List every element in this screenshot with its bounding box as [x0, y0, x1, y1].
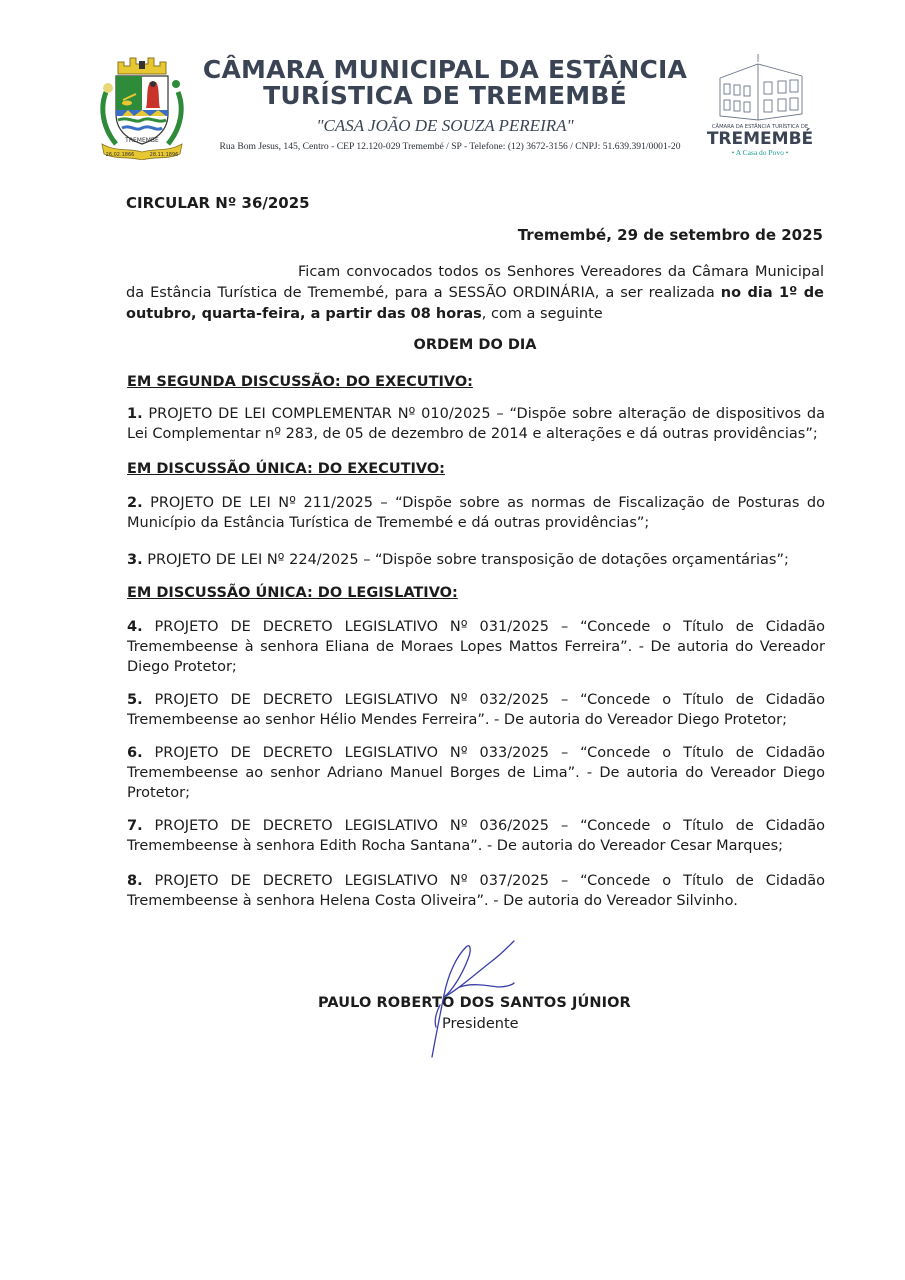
handwritten-signature-icon	[400, 935, 540, 1065]
agenda-item	[127, 550, 825, 570]
agenda-item	[127, 743, 825, 803]
logo-tagline: • A Casa do Povo •	[731, 148, 789, 157]
item-number: 3.	[127, 552, 143, 568]
signatory-name: PAULO ROBERTO DOS SANTOS JÚNIOR	[318, 995, 631, 1011]
ordem-do-dia-heading: ORDEM DO DIA	[413, 337, 537, 353]
agenda-item	[127, 871, 825, 911]
item-number: 7.	[127, 818, 143, 834]
agenda-item	[127, 493, 825, 533]
logo-big-text: TREMEMBÉ	[706, 129, 814, 149]
circular-number: CIRCULAR Nº 36/2025	[126, 194, 310, 212]
agenda-item	[127, 816, 825, 856]
header-motto: "CASA JOÃO DE SOUZA PEREIRA"	[316, 116, 574, 135]
crest-date-left: 26.02.1866	[105, 152, 135, 158]
item-text: PROJETO DE LEI COMPLEMENTAR Nº 010/2025 – “Dispõe sobre alteração de dispositivos da Lei Complementar nº 283, de 05 de dezembro de 2014 e alterações e dá outras providências”;	[127, 406, 825, 442]
agenda-item	[127, 690, 825, 730]
document-date: Tremembé, 29 de setembro de 2025	[517, 226, 823, 244]
intro-text-1: Ficam convocados todos os Senhores Vereadores da Câmara Municipal da Estância Turística de Tremembé, para a SESSÃO ORDINÁRIA, a ser realizada	[126, 264, 824, 301]
section-heading-discussao-unica-legislativo: EM DISCUSSÃO ÚNICA: DO LEGISLATIVO:	[127, 585, 458, 601]
item-text: PROJETO DE DECRETO LEGISLATIVO Nº 032/2025 – “Concede o Título de Cidadão Tremembeense ao senhor Hélio Mendes Ferreira”. - De autoria do Vereador Diego Protetor;	[127, 692, 825, 728]
item-text: PROJETO DE DECRETO LEGISLATIVO Nº 037/2025 – “Concede o Título de Cidadão Tremembeense à senhora Helena Costa Oliveira”. - De autoria do Vereador Silvinho.	[127, 873, 825, 909]
section-heading-segunda-discussao-executivo: EM SEGUNDA DISCUSSÃO: DO EXECUTIVO:	[127, 374, 473, 390]
intro-bold-date: no dia 1º de outubro, quarta-feira, a partir das 08 horas	[126, 285, 824, 322]
item-number: 8.	[127, 873, 143, 889]
building-facade-icon	[706, 48, 814, 160]
agenda-item	[127, 617, 825, 677]
section-heading-discussao-unica-executivo: EM DISCUSSÃO ÚNICA: DO EXECUTIVO:	[127, 461, 445, 477]
municipal-coat-of-arms-icon	[96, 52, 188, 160]
item-text: PROJETO DE DECRETO LEGISLATIVO Nº 031/2025 – “Concede o Título de Cidadão Tremembeense à senhora Eliana de Moraes Lopes Mattos Ferreira”. - De autoria do Vereador Diego Protetor;	[127, 619, 825, 675]
item-number: 5.	[127, 692, 143, 708]
item-text: PROJETO DE DECRETO LEGISLATIVO Nº 036/2025 – “Concede o Título de Cidadão Tremembeense à senhora Edith Rocha Santana”. - De autoria do Vereador Cesar Marques;	[127, 818, 825, 854]
convocation-paragraph	[126, 262, 824, 325]
agenda-item	[127, 404, 825, 444]
logo-small-text: CÂMARA DA ESTÂNCIA TURÍSTICA DE	[711, 124, 809, 130]
camara-logo	[706, 48, 814, 160]
item-number: 2.	[127, 495, 143, 511]
signatory-role: Presidente	[442, 1016, 519, 1032]
crest-date-right: 28.11.1896	[149, 152, 179, 158]
header-title-line2: TURÍSTICA DE TREMEMBÉ	[263, 81, 627, 110]
item-text: PROJETO DE LEI Nº 211/2025 – “Dispõe sobre as normas de Fiscalização de Posturas do Município da Estância Turística de Tremembé e dá outras providências”;	[127, 495, 825, 531]
item-number: 1.	[127, 406, 143, 422]
item-text: PROJETO DE LEI Nº 224/2025 – “Dispõe sobre transposição de dotações orçamentárias”;	[142, 552, 789, 568]
intro-text-2: , com a seguinte	[481, 306, 603, 322]
item-number: 4.	[127, 619, 143, 635]
header-address: Rua Bom Jesus, 145, Centro - CEP 12.120-029 Tremembé / SP - Telefone: (12) 3672-3156 / CNPJ: 51.639.391/0001-20	[219, 141, 681, 152]
crest-banner-text: TREMEMBÉ	[125, 137, 159, 144]
header-title-line1: CÂMARA MUNICIPAL DA ESTÂNCIA	[202, 55, 688, 84]
item-number: 6.	[127, 745, 143, 761]
item-text: PROJETO DE DECRETO LEGISLATIVO Nº 033/2025 – “Concede o Título de Cidadão Tremembeense ao senhor Adriano Manuel Borges de Lima”. - De autoria do Vereador Diego Protetor;	[127, 745, 825, 801]
